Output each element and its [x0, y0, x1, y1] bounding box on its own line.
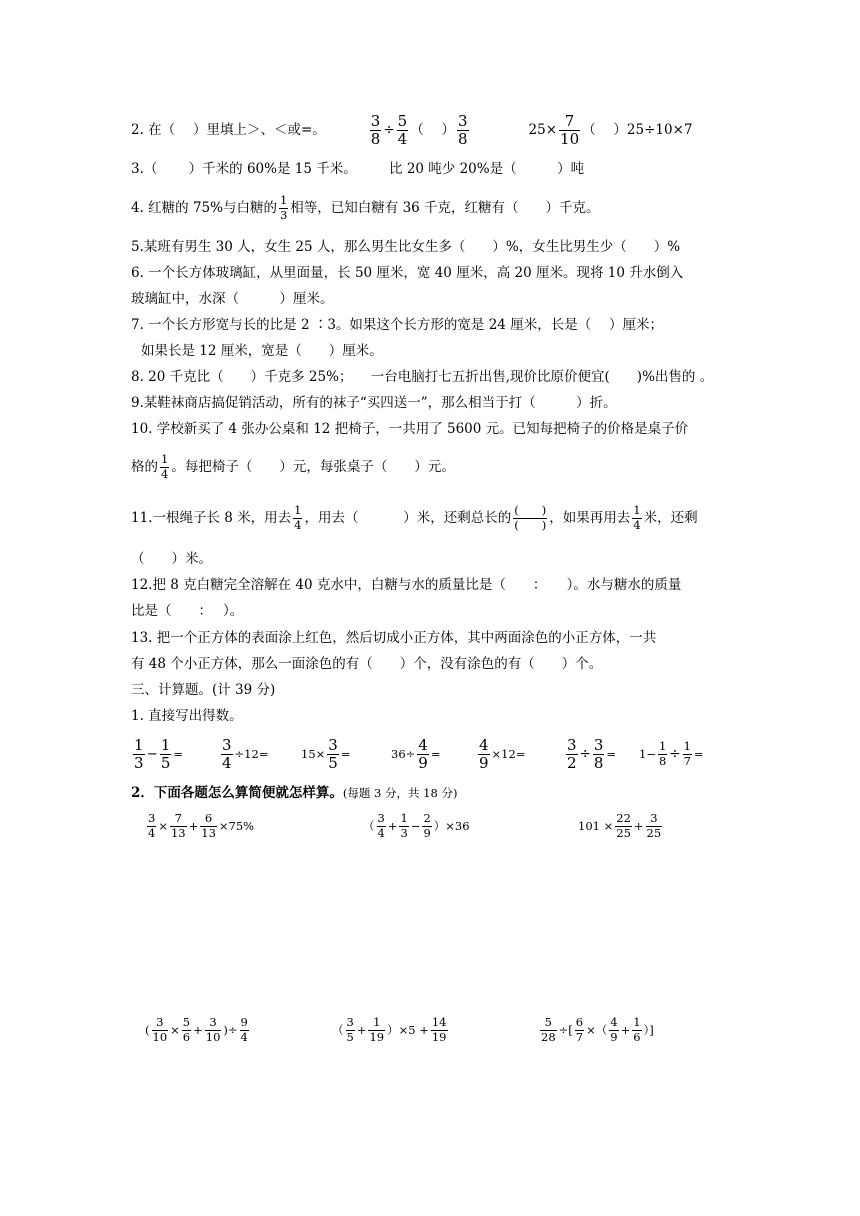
question-11-line2: （ ）米。: [131, 551, 212, 567]
fraction: $\frac{22}{25}$: [616, 811, 631, 840]
fraction: $\frac{3}{8}$: [370, 111, 381, 148]
operator-text: +: [620, 1023, 631, 1037]
operator-text: +: [193, 1023, 203, 1037]
calc-problem-4: [145, 1010, 251, 1050]
operator-text: ）×5 +: [387, 1023, 429, 1037]
fraction: $\frac{4}{9}$: [610, 1015, 618, 1044]
fraction: $\frac{1}{3}$: [279, 193, 288, 222]
operator-text: ×: [170, 1023, 180, 1037]
fraction: $\frac{1}{4}$: [294, 503, 302, 532]
fraction: $\frac{5}{4}$: [397, 111, 408, 148]
fraction: $\frac{2}{9}$: [423, 811, 431, 840]
fraction: $\frac{6}{13}$: [201, 811, 216, 840]
q2-expr2: 25× $\frac{7}{10}$ （ ） 25÷10×7: [528, 111, 693, 148]
question-10-line2: 格的 $\frac{1}{4}$ 。每把椅子（ ）元，每张桌子（ ）元。: [131, 452, 455, 481]
question-13-line1: 13. 把一个正方体的表面涂上红色，然后切成小正方体，其中两面涂色的小正方体，一共: [131, 630, 657, 646]
direct-7: 1− $\frac{1}{8}$ ÷ $\frac{1}{7}$ =: [639, 739, 704, 768]
question-5: 5.某班有男生 30 人，女生 25 人，那么男生比女生多（ ）%，女生比男生少（ ）%: [131, 239, 681, 255]
fraction: $\frac{3}{25}$: [646, 811, 662, 840]
operator-text: ×（: [586, 1023, 608, 1037]
answer-blank[interactable]: （ ）: [582, 122, 627, 138]
fraction: $\frac{1}{4}$: [161, 452, 169, 481]
question-4: 4. 红糖的 75%与白糖的 $\frac{1}{3}$ 相等，已知白糖有 36 千克，红糖有（ ）千克。: [131, 193, 600, 222]
q2-prompt: 2. 在（ ）里填上＞、＜或=。: [131, 122, 326, 138]
question-6-line2: 玻璃缸中，水深（ ）厘米。: [131, 291, 334, 307]
fraction: $\frac{3}{8}$: [457, 111, 468, 148]
fraction: $\frac{1}{19}$: [369, 1015, 385, 1044]
direct-4: 36÷ $\frac{4}{9}$ =: [391, 735, 441, 772]
fraction: $\frac{3}{10}$: [205, 1015, 221, 1044]
operator-text: +: [633, 819, 644, 833]
direct-6: $\frac{3}{2}$ ÷ $\frac{3}{8}$ =: [567, 735, 617, 772]
operator-text: +: [188, 819, 199, 833]
fraction: $\frac{3}{4}$: [148, 811, 156, 840]
fraction: $\frac{3}{10}$: [152, 1015, 168, 1044]
direct-2: $\frac{3}{4}$ ÷12=: [222, 735, 269, 772]
fraction: $\frac{3}{5}$: [346, 1015, 354, 1044]
calc-problem-6: [538, 1010, 654, 1050]
operator-text: ×: [158, 819, 168, 833]
question-6-line1: 6. 一个长方体玻璃缸，从里面量，长 50 厘米，宽 40 厘米，高 20 厘米。现将 10 升水倒入: [131, 265, 684, 281]
question-8: 8. 20 千克比（ ）千克多 25%； 一台电脑打七五折出售,现价比原价便宜( )%出售的 。: [131, 369, 714, 385]
operator-text: (: [145, 1023, 150, 1037]
operator-text: （: [332, 1023, 344, 1037]
question-11-line1: 11.一根绳子长 8 米，用去 $\frac{1}{4}$ ，用去（ ）米，还剩总长的 $\frac{( )}{( )}$ ，如果再用去 $\frac{1}{4}$ 米，还剩: [131, 503, 698, 532]
fraction: $\frac{9}{4}$: [240, 1015, 248, 1044]
fraction: $\frac{3}{4}$: [377, 811, 385, 840]
operator-text: ）]: [643, 1023, 654, 1037]
question-12-line1: 12.把 8 克白糖完全溶解在 40 克水中，白糖与水的质量比是（ ： ）。水与糖水的质量: [131, 577, 682, 593]
question-2: [131, 110, 693, 150]
operator-text: ）×36: [433, 819, 470, 833]
fraction: $\frac{7}{13}$: [170, 811, 186, 840]
answer-blank[interactable]: （ ）: [410, 122, 455, 138]
operator-text: ×75%: [218, 819, 255, 833]
calc-problem-5: [332, 1010, 450, 1050]
operator-text: 101 ×: [578, 819, 614, 833]
fraction: $\frac{5}{28}$: [541, 1015, 556, 1044]
calc-problem-2: [363, 806, 470, 846]
calc-problem-3: [578, 806, 664, 846]
operator-text: +: [356, 1023, 367, 1037]
question-10-line1: 10. 学校新买了 4 张办公桌和 12 把椅子，一共用了 5600 元。已知每把椅子的价格是桌子价: [131, 421, 689, 437]
calc-problem-1: [145, 806, 254, 846]
question-7-line1: 7. 一个长方形宽与长的比是 2 ∶3。如果这个长方形的宽是 24 厘米，长是（ ）厘米；: [131, 317, 663, 333]
fraction: $\frac{5}{6}$: [182, 1015, 191, 1044]
question-9: 9.某鞋袜商店搞促销活动，所有的袜子“买四送一”，那么相当于打（ ）折。: [131, 395, 617, 411]
question-12-line2: 比是（ ： ）。: [131, 603, 244, 619]
fraction: $\frac{1}{3}$: [400, 811, 408, 840]
question-13-line2: 有 48 个小正方体，那么一面涂色的有（ ）个，没有涂色的有（ ）个。: [131, 656, 603, 672]
direct-5: $\frac{4}{9}$ ×12=: [479, 735, 526, 772]
question-3: 3.（ ）千米的 60%是 15 千米。 比 20 吨少 20%是（ ）吨: [131, 161, 585, 177]
fraction: $\frac{6}{7}$: [575, 1015, 584, 1044]
operator-text: −: [410, 819, 421, 833]
question-7-line2: 如果长是 12 厘米，宽是（ ）厘米。: [141, 343, 383, 359]
answer-fraction-blank[interactable]: $\frac{( )}{( )}$: [514, 503, 547, 532]
fraction: $\frac{1}{4}$: [633, 503, 641, 532]
fraction: $\frac{14}{19}$: [431, 1015, 447, 1044]
direct-3: 15× $\frac{3}{5}$ =: [301, 735, 351, 772]
q2-expr1: $\frac{3}{8}$ ÷ $\frac{5}{4}$ （ ） $\frac{3}{8}$: [370, 111, 468, 148]
fraction: $\frac{7}{10}$: [560, 111, 580, 148]
section-3-sub1: 1. 直接写出得数。: [131, 708, 243, 724]
section-3-title: 三、计算题。(计 39 分): [131, 682, 276, 698]
direct-1: $\frac{1}{3}$ − $\frac{1}{5}$ =: [134, 735, 184, 772]
operator-text: ÷[: [558, 1023, 573, 1037]
fraction: $\frac{1}{6}$: [633, 1015, 641, 1044]
section-3-sub2: 2．下面各题怎么算简便就怎样算。(每题 3 分，共 18 分): [131, 785, 458, 801]
operator-text: （: [363, 819, 375, 833]
operator-text: +: [387, 819, 398, 833]
operator-text: )÷: [223, 1023, 238, 1037]
